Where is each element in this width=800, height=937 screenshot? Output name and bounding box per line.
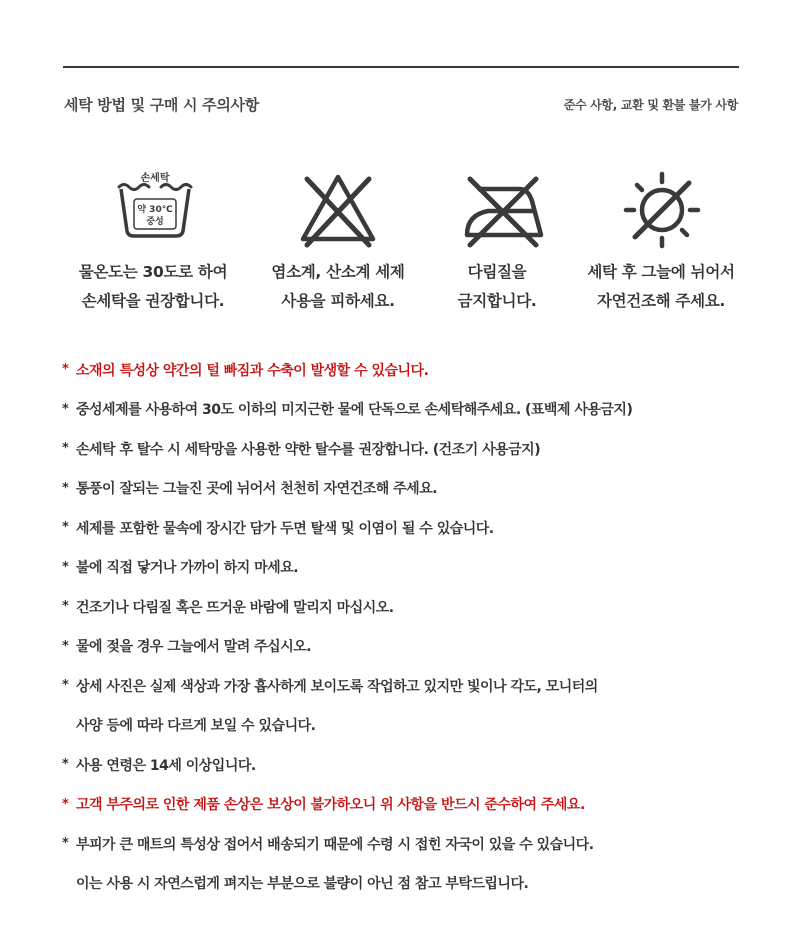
no-bleach-caption: 염소계, 산소계 세제 사용을 피하세요.	[271, 263, 405, 310]
note-item: * 부피가 큰 매트의 특성상 접어서 배송되기 때문에 수령 시 접힌 자국이 있을 수 있습니다.	[62, 836, 594, 853]
top-divider	[63, 66, 739, 68]
note-warning: * 소재의 특성상 약간의 털 빠짐과 수축이 발생할 수 있습니다.	[62, 362, 429, 379]
note-continuation: 사양 등에 따라 다르게 보일 수 있습니다.	[76, 718, 316, 735]
note-item: * 중성세제를 사용하여 30도 이하의 미지근한 물에 단독으로 손세탁해주세요. (표백제 사용금지)	[62, 401, 633, 419]
note-item: * 건조기나 다림질 혹은 뜨거운 바람에 말리지 마십시오.	[62, 599, 394, 616]
no-bleach-icon	[293, 165, 383, 255]
note-item: * 통풍이 잘되는 그늘진 곳에 뉘어서 천천히 자연건조해 주세요.	[62, 480, 438, 498]
note-continuation: 이는 사용 시 자연스럽게 펴지는 부분으로 불량이 아닌 점 참고 부탁드립니다.	[76, 876, 529, 893]
note-item: * 손세탁 후 탈수 시 세탁망을 사용한 약한 탈수를 권장합니다. (건조기 사용금지)	[62, 441, 541, 458]
note-warning: * 고객 부주의로 인한 제품 손상은 보상이 불가하오니 위 사항을 반드시 준수하여 주세요.	[62, 796, 585, 814]
note-item: * 상세 사진은 실제 색상과 가장 흡사하게 보이도록 작업하고 있지만 빛이나 각도, 모니터의	[62, 678, 598, 695]
hand-wash-caption: 물온도는 30도로 하여 손세탁을 권장합니다.	[78, 263, 228, 310]
tub-top-label: 손세탁	[140, 173, 170, 184]
page-subtitle: 준수 사항, 교환 및 환불 불가 사항	[563, 98, 738, 112]
note-item: * 세제를 포함한 물속에 장시간 담가 두면 탈색 및 이염이 될 수 있습니다.	[62, 520, 494, 537]
no-tumble-dry-caption: 세탁 후 그늘에 뉘어서 자연건조해 주세요.	[587, 263, 735, 310]
tub-detergent-label: 중성	[146, 217, 164, 227]
note-item: * 물에 젖을 경우 그늘에서 말려 주십시오.	[62, 638, 312, 656]
no-tumble-dry-icon	[617, 165, 707, 255]
page-title: 세탁 방법 및 구매 시 주의사항	[64, 96, 259, 114]
caution-list	[62, 350, 632, 903]
note-item: * 불에 직접 닿거나 가까이 하지 마세요.	[62, 559, 299, 577]
no-iron-caption: 다림질을 금지합니다.	[457, 263, 537, 310]
no-iron-icon	[458, 165, 548, 255]
hand-wash-icon	[110, 165, 200, 255]
tub-temp-label: 약 30℃	[137, 205, 173, 215]
note-item: * 사용 연령은 14세 이상입니다.	[62, 757, 256, 774]
